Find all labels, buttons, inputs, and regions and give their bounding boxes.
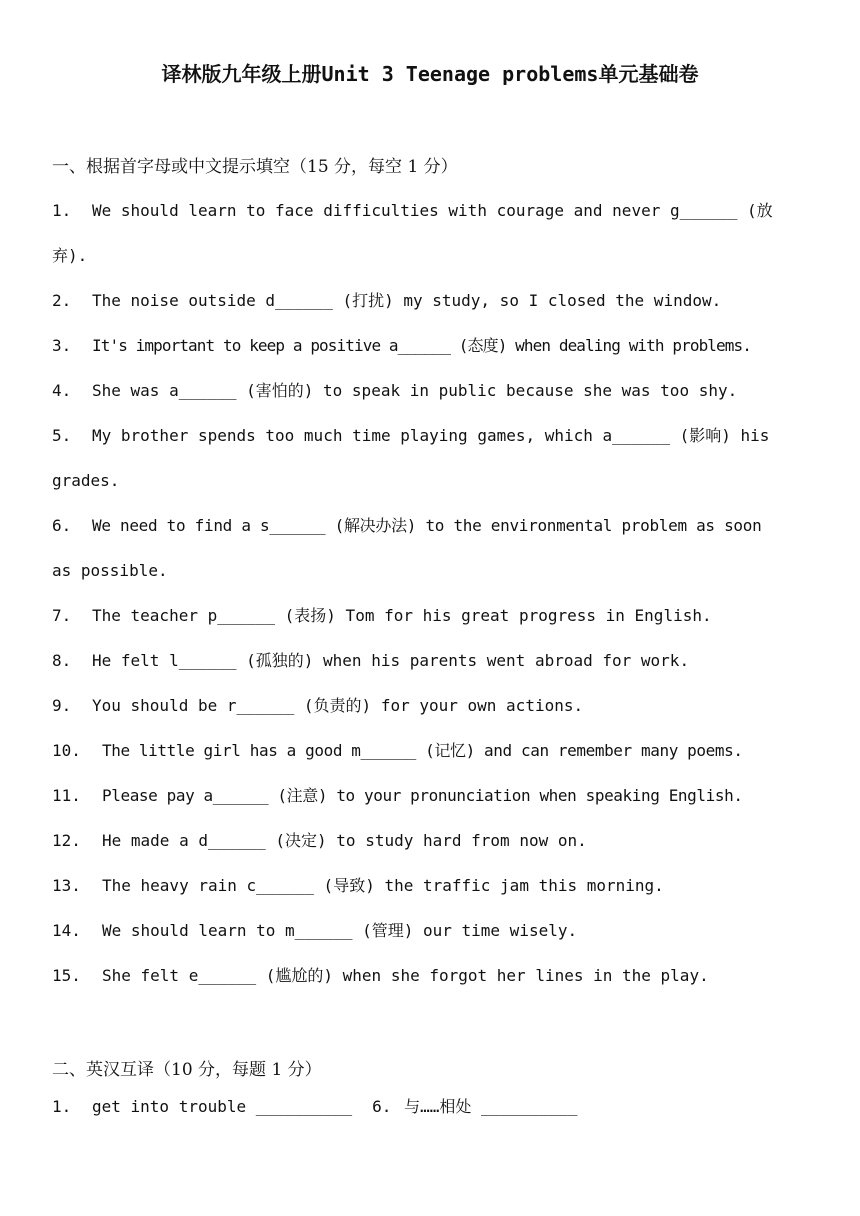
question-text: We need to find a s______ (解决办法) to the environmental problem as soon [92,516,762,535]
question-2 [52,278,808,323]
question-text: We should learn to face difficulties with courage and never g______ (放 [92,201,773,220]
question-number: 11. [52,786,81,805]
question-5 [52,413,808,458]
question-text: He felt l______ (孤独的) when his parents went abroad for work. [92,651,690,670]
question-text: The teacher p______ (表扬) Tom for his great progress in English. [92,606,712,625]
question-6-continuation [52,548,808,593]
question-text: She felt e______ (尴尬的) when she forgot her lines in the play. [102,966,709,985]
question-text: It's important to keep a positive a______ (态度) when dealing with problems. [92,336,751,355]
translation-row [52,1094,577,1117]
item-number: 1. [52,1097,72,1116]
question-number: 9. [52,696,72,715]
section-heading-1: 一、根据首字母或中文提示填空（15 分，每空 1 分） [52,157,458,177]
question-11 [52,773,808,818]
question-number: 7. [52,606,72,625]
item-number: 6. [372,1097,392,1116]
question-text: The noise outside d______ (打扰) my study, so I closed the window. [92,291,722,310]
question-number: 14. [52,921,81,940]
question-number: 6. [52,516,72,535]
question-6 [52,503,808,548]
section-heading-2: 二、英汉互译（10 分，每题 1 分） [52,1060,322,1080]
question-7 [52,593,808,638]
question-10 [52,728,808,773]
question-number: 2. [52,291,72,310]
question-number: 3. [52,336,72,355]
question-number: 1. [52,201,72,220]
question-text: We should learn to m______ (管理) our time wisely. [102,921,578,940]
question-number: 5. [52,426,72,445]
question-8 [52,638,808,683]
question-1 [52,188,808,233]
question-text: She was a______ (害怕的) to speak in public because she was too shy. [92,381,738,400]
question-3 [52,323,808,368]
question-number: 13. [52,876,81,895]
question-4 [52,368,808,413]
question-12 [52,818,808,863]
page-title: 译林版九年级上册Unit 3 Teenage problems单元基础卷 [161,62,699,86]
question-text-continued: as possible. [52,561,168,580]
question-number: 8. [52,651,72,670]
question-5-continuation [52,458,808,503]
question-13 [52,863,808,908]
question-text-continued: 弃). [52,246,88,265]
question-text: My brother spends too much time playing games, which a______ (影响) his [92,426,770,445]
item-text: get into trouble __________ [92,1097,353,1116]
question-15 [52,953,808,998]
question-text: You should be r______ (负责的) for your own actions. [92,696,584,715]
question-text: The heavy rain c______ (导致) the traffic jam this morning. [102,876,664,895]
item-text: 与……相处 __________ [404,1097,578,1116]
question-text: He made a d______ (决定) to study hard from now on. [102,831,587,850]
question-number: 15. [52,966,81,985]
question-text: The little girl has a good m______ (记忆) and can remember many poems. [102,741,743,760]
question-text: Please pay a______ (注意) to your pronunciation when speaking English. [102,786,743,805]
question-number: 12. [52,831,81,850]
question-9 [52,683,808,728]
question-text-continued: grades. [52,471,120,490]
question-1-continuation [52,233,808,278]
question-number: 4. [52,381,72,400]
question-14 [52,908,808,953]
question-number: 10. [52,741,81,760]
